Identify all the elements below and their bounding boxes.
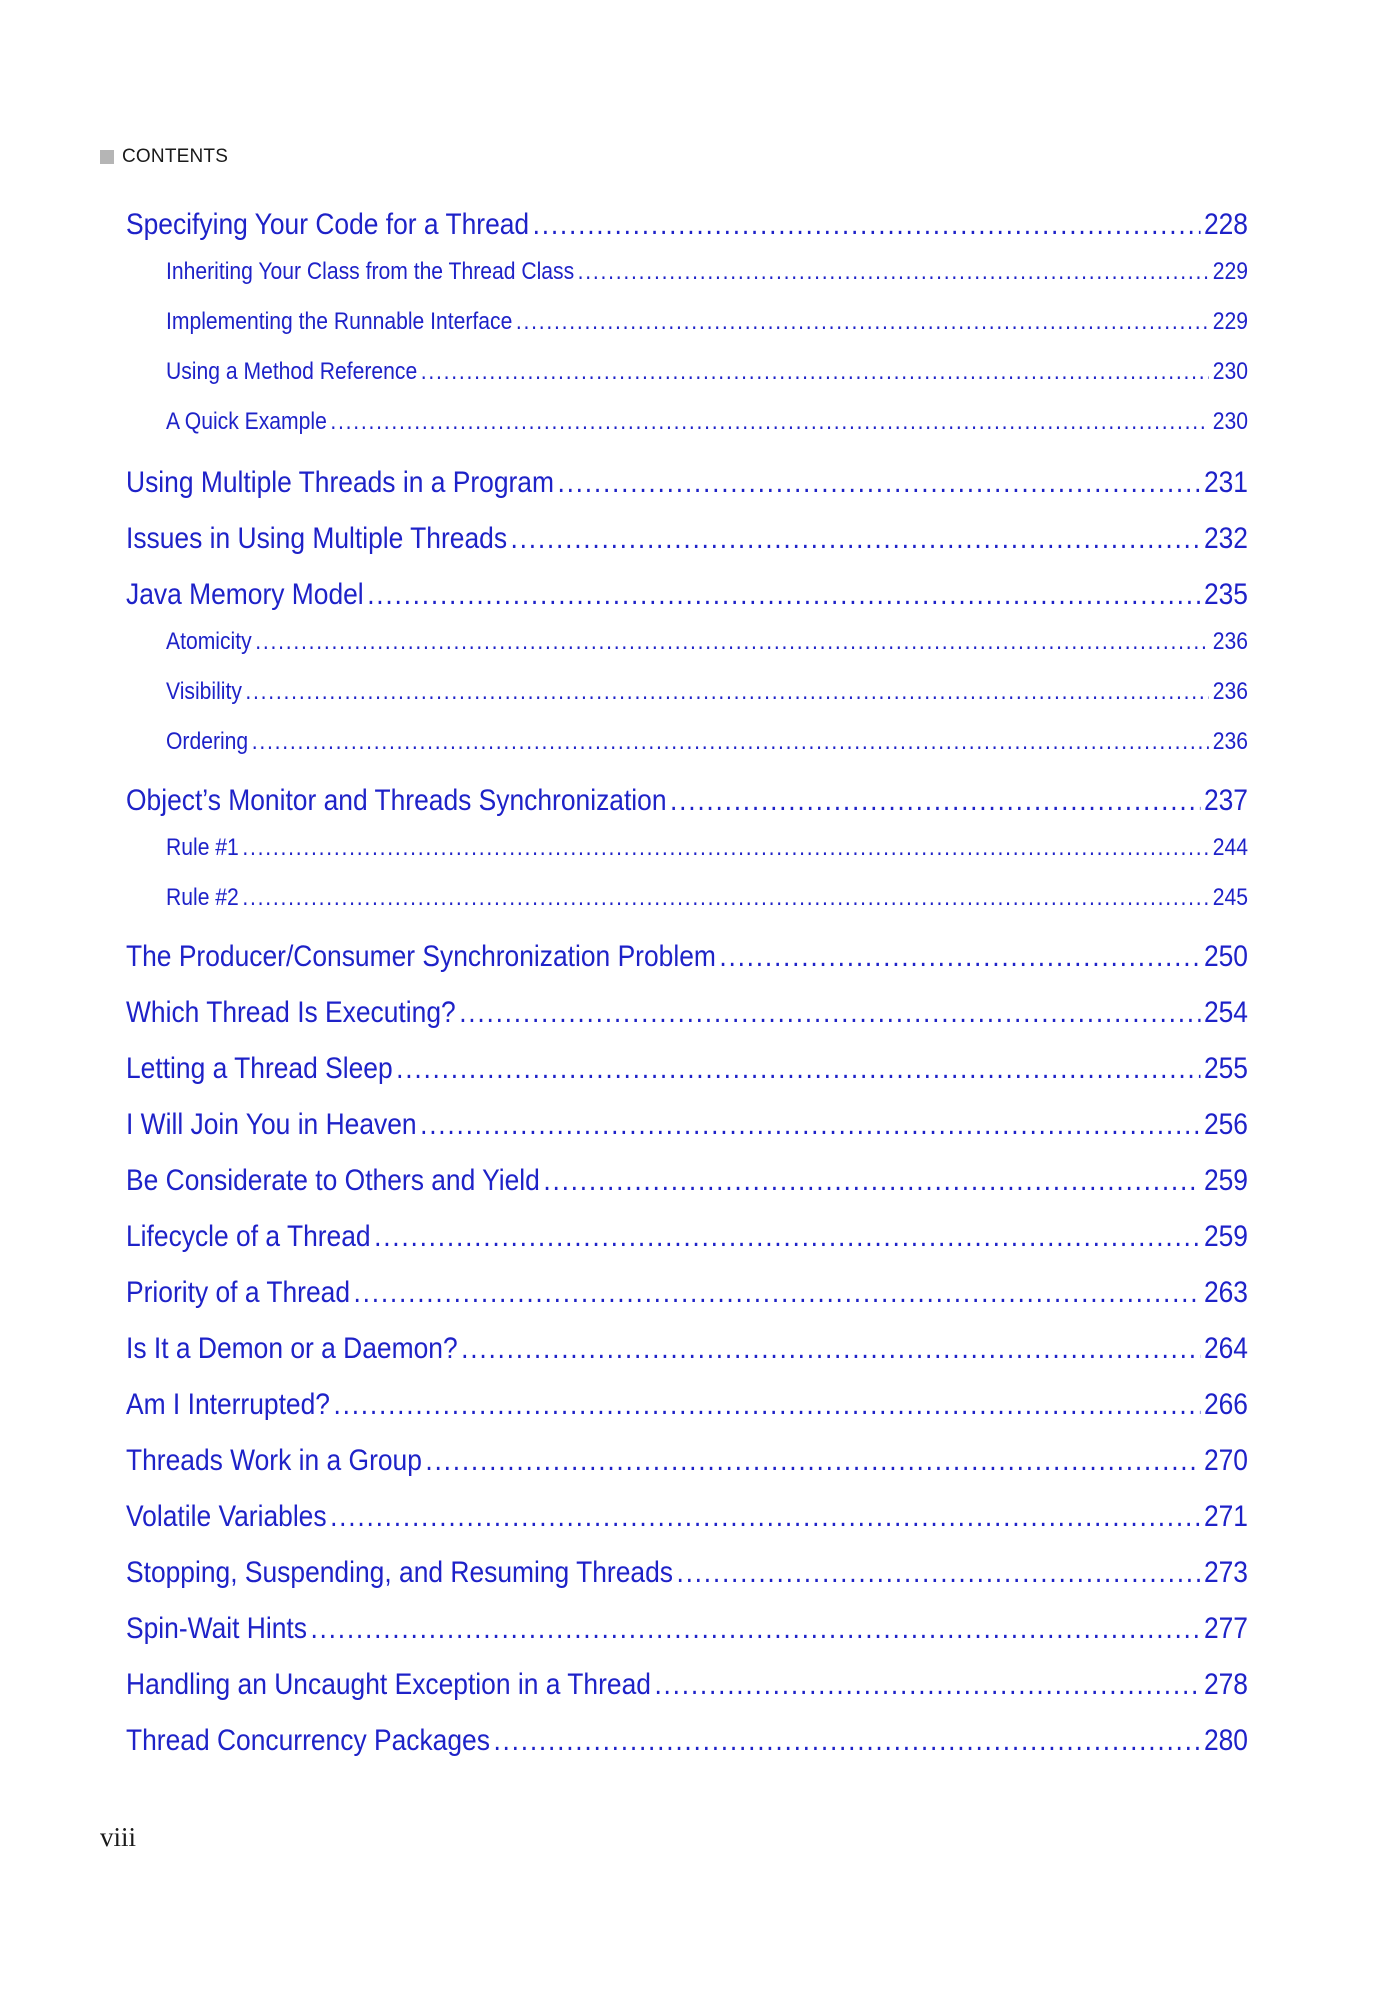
toc-entry-page-number: 263 bbox=[1203, 1276, 1248, 1309]
toc-dot-leader bbox=[420, 1108, 1200, 1142]
toc-entry-title: Spin-Wait Hints bbox=[126, 1612, 307, 1645]
toc-dot-leader bbox=[334, 1388, 1201, 1422]
toc-entry-title: Thread Concurrency Packages bbox=[126, 1724, 490, 1757]
toc-entry-title: Lifecycle of a Thread bbox=[126, 1220, 371, 1253]
toc-dot-leader bbox=[511, 522, 1201, 556]
toc-entry[interactable] bbox=[126, 1276, 1248, 1310]
toc-entry-page-number: 236 bbox=[1212, 678, 1248, 705]
toc-entry-title: Stopping, Suspending, and Resuming Threads bbox=[126, 1556, 673, 1589]
toc-entry-title: Atomicity bbox=[166, 628, 252, 655]
toc-entry-page-number: 231 bbox=[1203, 466, 1248, 499]
toc-entry-page-number: 236 bbox=[1212, 728, 1248, 755]
header-marker-square bbox=[100, 150, 114, 164]
toc-subentry[interactable] bbox=[166, 728, 1248, 756]
toc-subentry[interactable] bbox=[166, 358, 1248, 386]
toc-entry-page-number: 244 bbox=[1212, 834, 1248, 861]
toc-entry[interactable] bbox=[126, 996, 1248, 1030]
toc-entry-page-number: 230 bbox=[1212, 408, 1248, 435]
toc-entry-page-number: 271 bbox=[1203, 1500, 1248, 1533]
toc-entry[interactable] bbox=[126, 466, 1248, 500]
page-number: viii bbox=[100, 1822, 137, 1852]
toc-dot-leader bbox=[354, 1276, 1201, 1310]
toc-entry-title: Specifying Your Code for a Thread bbox=[126, 208, 530, 241]
toc-entry-page-number: 280 bbox=[1203, 1724, 1248, 1757]
toc-entry-title: Visibility bbox=[166, 678, 242, 705]
toc-entry-page-number: 270 bbox=[1203, 1444, 1248, 1477]
toc-entry[interactable] bbox=[126, 578, 1248, 612]
toc-entry-title: Be Considerate to Others and Yield bbox=[126, 1164, 540, 1197]
toc-entry-title: Using a Method Reference bbox=[166, 358, 418, 385]
toc-dot-leader bbox=[493, 1724, 1200, 1758]
toc-entry[interactable] bbox=[126, 940, 1248, 974]
toc-entry-page-number: 245 bbox=[1212, 884, 1248, 911]
toc-entry-page-number: 264 bbox=[1203, 1332, 1248, 1365]
toc-dot-leader bbox=[245, 678, 1209, 706]
toc-entry-page-number: 236 bbox=[1212, 628, 1248, 655]
toc-dot-leader bbox=[719, 940, 1200, 974]
toc-entry-title: Rule #2 bbox=[166, 884, 239, 911]
toc-entry[interactable] bbox=[126, 784, 1248, 818]
toc-entry[interactable] bbox=[126, 208, 1248, 242]
toc-subentry[interactable] bbox=[166, 884, 1248, 912]
toc-dot-leader bbox=[543, 1164, 1200, 1198]
toc-dot-leader bbox=[374, 1220, 1200, 1254]
toc-entry-title: Threads Work in a Group bbox=[126, 1444, 422, 1477]
toc-entry-title: The Producer/Consumer Synchronization Problem bbox=[126, 940, 716, 973]
toc-entry-page-number: 228 bbox=[1203, 208, 1248, 241]
toc-dot-leader bbox=[459, 996, 1200, 1030]
toc-dot-leader bbox=[533, 208, 1201, 242]
toc-subentry[interactable] bbox=[166, 408, 1248, 436]
toc-entry-page-number: 232 bbox=[1203, 522, 1248, 555]
toc-entry[interactable] bbox=[126, 522, 1248, 556]
toc-entry[interactable] bbox=[126, 1388, 1248, 1422]
toc-entry-title: Issues in Using Multiple Threads bbox=[126, 522, 508, 555]
toc-entry-page-number: 229 bbox=[1212, 308, 1248, 335]
toc-dot-leader bbox=[421, 358, 1209, 386]
toc-entry-title: Am I Interrupted? bbox=[126, 1388, 330, 1421]
toc-entry-title: Inheriting Your Class from the Thread Class bbox=[166, 258, 575, 285]
toc-entry-page-number: 259 bbox=[1203, 1220, 1248, 1253]
header-label: CONTENTS bbox=[122, 146, 229, 167]
toc-entry-title: I Will Join You in Heaven bbox=[126, 1108, 417, 1141]
toc-entry-title: Object’s Monitor and Threads Synchronization bbox=[126, 784, 667, 817]
toc-subentry[interactable] bbox=[166, 258, 1248, 286]
toc-entry[interactable] bbox=[126, 1612, 1248, 1646]
toc-subentry[interactable] bbox=[166, 678, 1248, 706]
toc-entry-page-number: 266 bbox=[1203, 1388, 1248, 1421]
toc-entry-page-number: 259 bbox=[1203, 1164, 1248, 1197]
toc-dot-leader bbox=[670, 784, 1200, 818]
toc-dot-leader bbox=[578, 258, 1210, 286]
toc-entry[interactable] bbox=[126, 1052, 1248, 1086]
toc-dot-leader bbox=[557, 466, 1200, 500]
toc-entry-title: Using Multiple Threads in a Program bbox=[126, 466, 554, 499]
toc-entry-page-number: 273 bbox=[1203, 1556, 1248, 1589]
toc-dot-leader bbox=[255, 628, 1209, 656]
toc-entry-page-number: 278 bbox=[1203, 1668, 1248, 1701]
toc-entry-title: Java Memory Model bbox=[126, 578, 364, 611]
toc-dot-leader bbox=[676, 1556, 1200, 1590]
toc-entry-page-number: 277 bbox=[1203, 1612, 1248, 1645]
running-header bbox=[100, 146, 228, 168]
toc-entry-title: A Quick Example bbox=[166, 408, 327, 435]
toc-subentry[interactable] bbox=[166, 628, 1248, 656]
toc-entry-page-number: 255 bbox=[1203, 1052, 1248, 1085]
toc-dot-leader bbox=[425, 1444, 1200, 1478]
toc-dot-leader bbox=[516, 308, 1209, 336]
toc-entry[interactable] bbox=[126, 1500, 1248, 1534]
toc-subentry[interactable] bbox=[166, 308, 1248, 336]
toc-entry-title: Letting a Thread Sleep bbox=[126, 1052, 393, 1085]
toc-entry-page-number: 256 bbox=[1203, 1108, 1248, 1141]
toc-dot-leader bbox=[242, 834, 1209, 862]
toc-subentry[interactable] bbox=[166, 834, 1248, 862]
toc-dot-leader bbox=[367, 578, 1200, 612]
toc-entry-title: Which Thread Is Executing? bbox=[126, 996, 456, 1029]
toc-entry-title: Implementing the Runnable Interface bbox=[166, 308, 513, 335]
toc-entry-page-number: 229 bbox=[1212, 258, 1248, 285]
toc-entry[interactable] bbox=[126, 1108, 1248, 1142]
toc-entry[interactable] bbox=[126, 1220, 1248, 1254]
toc-entry-title: Volatile Variables bbox=[126, 1500, 327, 1533]
toc-entry-title: Ordering bbox=[166, 728, 249, 755]
toc-entry-title: Handling an Uncaught Exception in a Thread bbox=[126, 1668, 651, 1701]
toc-dot-leader bbox=[330, 408, 1209, 436]
toc-entry-title: Priority of a Thread bbox=[126, 1276, 351, 1309]
toc-entry-page-number: 237 bbox=[1203, 784, 1248, 817]
toc-entry[interactable] bbox=[126, 1556, 1248, 1590]
toc-dot-leader bbox=[396, 1052, 1200, 1086]
toc-entry[interactable] bbox=[126, 1444, 1248, 1478]
toc-dot-leader bbox=[461, 1332, 1200, 1366]
toc-dot-leader bbox=[330, 1500, 1200, 1534]
toc-dot-leader bbox=[252, 728, 1210, 756]
toc-entry-title: Rule #1 bbox=[166, 834, 239, 861]
toc-dot-leader bbox=[242, 884, 1209, 912]
toc-entry-page-number: 230 bbox=[1212, 358, 1248, 385]
toc-entry-page-number: 254 bbox=[1203, 996, 1248, 1029]
toc-entry[interactable] bbox=[126, 1164, 1248, 1198]
toc-dot-leader bbox=[310, 1612, 1200, 1646]
toc-entry[interactable] bbox=[126, 1724, 1248, 1758]
toc-dot-leader bbox=[654, 1668, 1200, 1702]
toc-entry-page-number: 250 bbox=[1203, 940, 1248, 973]
toc-entry[interactable] bbox=[126, 1668, 1248, 1702]
toc-entry-title: Is It a Demon or a Daemon? bbox=[126, 1332, 458, 1365]
toc-entry-page-number: 235 bbox=[1203, 578, 1248, 611]
toc-entry[interactable] bbox=[126, 1332, 1248, 1366]
